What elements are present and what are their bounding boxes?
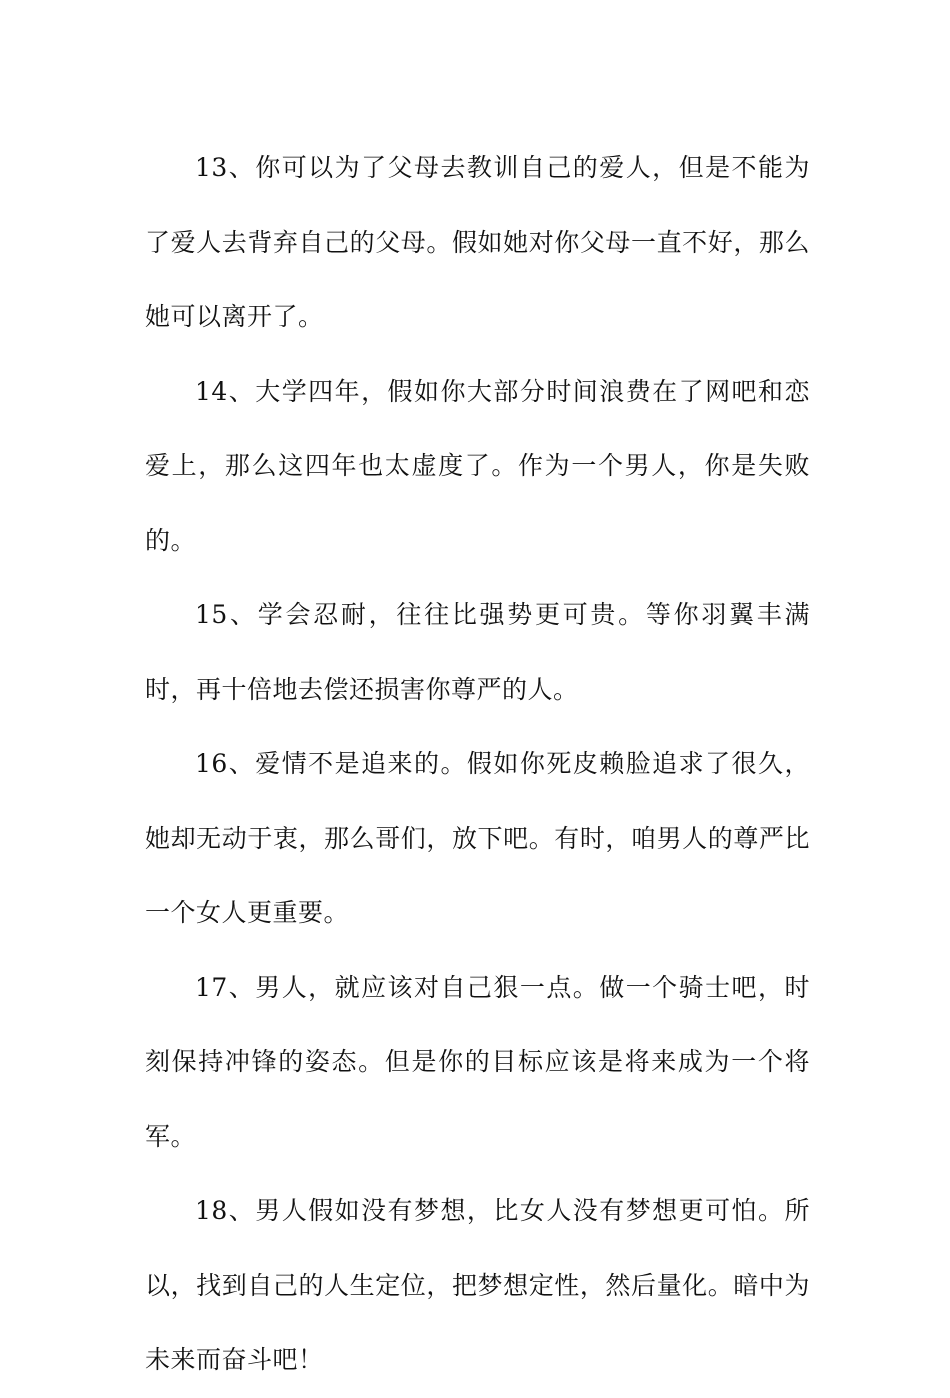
document-body bbox=[145, 131, 810, 1398]
paragraph-15: 15、学会忍耐，往往比强势更可贵。等你羽翼丰满时，再十倍地去偿还损害你尊严的人。 bbox=[145, 600, 810, 704]
paragraph-18: 18、男人假如没有梦想，比女人没有梦想更可怕。所以，找到自己的人生定位，把梦想定性，然后量化。暗中为未来而奋斗吧！ bbox=[145, 1196, 810, 1374]
paragraph-16: 16、爱情不是追来的。假如你死皮赖脸追求了很久，她却无动于衷，那么哥们，放下吧。有时，咱男人的尊严比一个女人更重要。 bbox=[145, 749, 810, 927]
paragraph-14: 14、大学四年，假如你大部分时间浪费在了网吧和恋爱上，那么这四年也太虚度了。作为一个男人，你是失败的。 bbox=[145, 376, 810, 555]
paragraph-17: 17、男人，就应该对自己狠一点。做一个骑士吧，时刻保持冲锋的姿态。但是你的目标应该是将来成为一个将军。 bbox=[145, 972, 810, 1151]
paragraph-13: 13、你可以为了父母去教训自己的爱人，但是不能为了爱人去背弃自己的父母。假如她对你父母一直不好，那么她可以离开了。 bbox=[145, 153, 810, 331]
